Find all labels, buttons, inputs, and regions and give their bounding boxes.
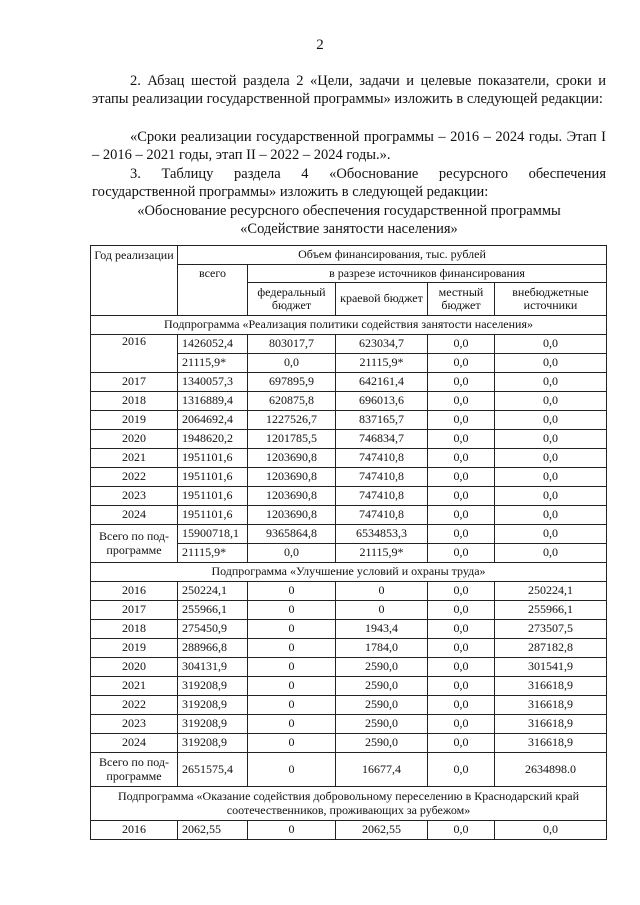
table-cell: 0,0	[428, 734, 495, 753]
year-cell: 2018	[91, 392, 178, 411]
table-cell: 0	[248, 715, 336, 734]
year-cell: 2021	[91, 677, 178, 696]
table-cell: 1203690,8	[248, 487, 336, 506]
table-row	[91, 582, 607, 601]
header-volume: Объем финансирования, тыс. рублей	[178, 246, 607, 265]
table-cell: 2590,0	[336, 734, 428, 753]
table-row	[91, 335, 607, 354]
year-cell: 2016	[91, 335, 178, 373]
year-cell: 2017	[91, 601, 178, 620]
section-title: Подпрограмма «Улучшение условий и охраны труда»	[91, 563, 607, 582]
table-cell: 316618,9	[495, 715, 607, 734]
table-cell: 0	[248, 601, 336, 620]
section-row	[91, 316, 607, 335]
table-cell: 0,0	[248, 544, 336, 563]
table-row	[91, 449, 607, 468]
header-year: Год реализации	[91, 246, 178, 316]
table-row	[91, 734, 607, 753]
year-cell: 2016	[91, 582, 178, 601]
table-cell: 21115,9*	[178, 544, 248, 563]
table-cell: 2651575,4	[178, 753, 248, 787]
table-cell: 0,0	[248, 354, 336, 373]
table-cell: 0,0	[428, 658, 495, 677]
table-cell: 0	[248, 677, 336, 696]
table-cell: 0	[248, 658, 336, 677]
year-cell: 2022	[91, 468, 178, 487]
table-cell: 0	[248, 821, 336, 840]
year-cell: 2020	[91, 430, 178, 449]
table-row	[91, 677, 607, 696]
table-cell: 2062,55	[178, 821, 248, 840]
year-cell: 2017	[91, 373, 178, 392]
table-cell: 1227526,7	[248, 411, 336, 430]
table-row	[91, 506, 607, 525]
table-cell: 2590,0	[336, 677, 428, 696]
table-cell: 697895,9	[248, 373, 336, 392]
table-cell: 0,0	[428, 354, 495, 373]
table-cell: 2634898.0	[495, 753, 607, 787]
year-cell: 2022	[91, 696, 178, 715]
table-cell: 0,0	[428, 821, 495, 840]
year-cell: 2023	[91, 715, 178, 734]
table-cell: 0	[336, 601, 428, 620]
table-cell: 288966,8	[178, 639, 248, 658]
table-cell: 21115,9*	[178, 354, 248, 373]
header-regional: краевой бюджет	[336, 283, 428, 316]
table-row	[91, 411, 607, 430]
table-cell: 250224,1	[495, 582, 607, 601]
table-cell: 0,0	[428, 392, 495, 411]
table-cell: 1948620,2	[178, 430, 248, 449]
table-cell: 6534853,3	[336, 525, 428, 544]
table-cell: 0,0	[428, 487, 495, 506]
header-sources: в разрезе источников финансирования	[248, 265, 607, 283]
table-row	[91, 658, 607, 677]
header-total: всего	[178, 265, 248, 316]
table-cell: 319208,9	[178, 677, 248, 696]
total-label: Всего по под-программе	[91, 753, 178, 787]
table-cell: 273507,5	[495, 620, 607, 639]
table-cell: 16677,4	[336, 753, 428, 787]
table-cell: 1201785,5	[248, 430, 336, 449]
table-cell: 803017,7	[248, 335, 336, 354]
paragraph-2	[92, 72, 606, 109]
table-cell: 9365864,8	[248, 525, 336, 544]
section-row	[91, 787, 607, 821]
table-cell: 1203690,8	[248, 468, 336, 487]
table-cell: 747410,8	[336, 468, 428, 487]
table-cell: 0,0	[495, 506, 607, 525]
table-cell: 0	[248, 582, 336, 601]
table-cell: 0,0	[495, 411, 607, 430]
paragraph-2-text: 2. Абзац шестой раздела 2 «Цели, задачи и целевые показатели, сроки и этапы реализации государственной программы» изложить в следующей редакции:	[92, 73, 606, 108]
table-row	[91, 696, 607, 715]
table-cell: 2590,0	[336, 715, 428, 734]
table-cell: 0,0	[428, 506, 495, 525]
table-cell: 1203690,8	[248, 449, 336, 468]
total-label: Всего по под-программе	[91, 525, 178, 563]
table-cell: 319208,9	[178, 696, 248, 715]
table-cell: 746834,7	[336, 430, 428, 449]
funding-table	[90, 245, 607, 840]
table-cell: 1951101,6	[178, 468, 248, 487]
table-row	[91, 487, 607, 506]
table-cell: 2590,0	[336, 658, 428, 677]
table-row	[91, 392, 607, 411]
table-cell: 0,0	[495, 392, 607, 411]
table-cell: 255966,1	[495, 601, 607, 620]
table-cell: 2064692,4	[178, 411, 248, 430]
table-cell: 837165,7	[336, 411, 428, 430]
table-cell: 1340057,3	[178, 373, 248, 392]
table-cell: 0	[248, 620, 336, 639]
table-cell: 0,0	[495, 430, 607, 449]
year-cell: 2024	[91, 734, 178, 753]
table-cell: 255966,1	[178, 601, 248, 620]
table-cell: 316618,9	[495, 696, 607, 715]
table-cell: 2590,0	[336, 696, 428, 715]
header-extra: внебюджетные источники	[495, 283, 607, 316]
table-cell: 287182,8	[495, 639, 607, 658]
table-cell: 0,0	[495, 487, 607, 506]
table-cell: 1426052,4	[178, 335, 248, 354]
table-cell: 275450,9	[178, 620, 248, 639]
year-cell: 2024	[91, 506, 178, 525]
table-cell: 0,0	[495, 468, 607, 487]
header-federal: федеральный бюджет	[248, 283, 336, 316]
table-cell: 316618,9	[495, 734, 607, 753]
table-row	[91, 373, 607, 392]
table-cell: 21115,9*	[336, 544, 428, 563]
table-cell: 0,0	[428, 335, 495, 354]
paragraph-2-quote-text: «Сроки реализации государственной программы – 2016 – 2024 годы. Этап I – 2016 – 2021 годы, этап II – 2022 – 2024 годы.».	[92, 129, 606, 164]
table-row	[91, 639, 607, 658]
year-cell: 2023	[91, 487, 178, 506]
table-row-total	[91, 525, 607, 544]
table-cell: 0	[248, 734, 336, 753]
table-cell: 0,0	[428, 525, 495, 544]
table-cell: 0,0	[428, 715, 495, 734]
table-cell: 0,0	[428, 373, 495, 392]
year-cell: 2016	[91, 821, 178, 840]
table-cell: 0,0	[428, 544, 495, 563]
table-cell: 747410,8	[336, 506, 428, 525]
table-cell: 1784,0	[336, 639, 428, 658]
table-cell: 620875,8	[248, 392, 336, 411]
table-cell: 316618,9	[495, 677, 607, 696]
table-cell: 0	[336, 582, 428, 601]
table-cell: 304131,9	[178, 658, 248, 677]
paragraph-2-quote	[92, 128, 606, 165]
table-cell: 0,0	[495, 525, 607, 544]
table-cell: 0,0	[428, 411, 495, 430]
table-cell: 642161,4	[336, 373, 428, 392]
table-cell: 0,0	[428, 430, 495, 449]
table-cell: 1316889,4	[178, 392, 248, 411]
table-cell: 1943,4	[336, 620, 428, 639]
table-cell: 0,0	[428, 582, 495, 601]
section-title: Подпрограмма «Оказание содействия добровольному переселению в Краснодарский край соотечественников, проживающих за рубежом»	[91, 787, 607, 821]
table-cell: 0,0	[495, 335, 607, 354]
paragraph-3	[92, 165, 606, 202]
table-cell: 0	[248, 639, 336, 658]
table-cell: 21115,9*	[336, 354, 428, 373]
section-title: Подпрограмма «Реализация политики содействия занятости населения»	[91, 316, 607, 335]
page-number: 2	[316, 37, 324, 53]
table-cell: 319208,9	[178, 734, 248, 753]
table-cell: 1951101,6	[178, 449, 248, 468]
table-cell: 2062,55	[336, 821, 428, 840]
table-row	[91, 601, 607, 620]
table-cell: 0,0	[495, 544, 607, 563]
table-row	[91, 821, 607, 840]
table-cell: 0,0	[428, 753, 495, 787]
table-cell: 747410,8	[336, 449, 428, 468]
table-row	[91, 620, 607, 639]
table-cell: 747410,8	[336, 487, 428, 506]
year-cell: 2021	[91, 449, 178, 468]
table-cell: 0,0	[495, 449, 607, 468]
table-cell: 0,0	[428, 639, 495, 658]
table-cell: 0,0	[428, 449, 495, 468]
table-title-line1: «Обоснование ресурсного обеспечения государственной программы	[137, 203, 561, 219]
table-cell: 0,0	[495, 354, 607, 373]
table-cell: 0,0	[495, 821, 607, 840]
table-cell: 623034,7	[336, 335, 428, 354]
table-cell: 0,0	[428, 468, 495, 487]
table-row	[91, 430, 607, 449]
table-cell: 15900718,1	[178, 525, 248, 544]
table-cell: 319208,9	[178, 715, 248, 734]
table-cell: 0,0	[428, 601, 495, 620]
table-row	[91, 715, 607, 734]
section-row	[91, 563, 607, 582]
table-cell: 1951101,6	[178, 487, 248, 506]
table-row	[91, 468, 607, 487]
table-cell: 0	[248, 753, 336, 787]
table-cell: 0,0	[428, 620, 495, 639]
table-title-line2: «Содействие занятости населения»	[240, 221, 458, 237]
table-row-total	[91, 753, 607, 787]
table-cell: 250224,1	[178, 582, 248, 601]
table-cell: 1951101,6	[178, 506, 248, 525]
year-cell: 2019	[91, 639, 178, 658]
header-local: местный бюджет	[428, 283, 495, 316]
table-cell: 0,0	[495, 373, 607, 392]
table-cell: 0	[248, 696, 336, 715]
table-cell: 0,0	[428, 677, 495, 696]
table-cell: 1203690,8	[248, 506, 336, 525]
table-cell: 301541,9	[495, 658, 607, 677]
table-cell: 0,0	[428, 696, 495, 715]
year-cell: 2018	[91, 620, 178, 639]
year-cell: 2019	[91, 411, 178, 430]
year-cell: 2020	[91, 658, 178, 677]
paragraph-3-text: 3. Таблицу раздела 4 «Обоснование ресурсного обеспечения государственной программы» изложить в следующей редакции:	[92, 166, 606, 201]
table-cell: 696013,6	[336, 392, 428, 411]
